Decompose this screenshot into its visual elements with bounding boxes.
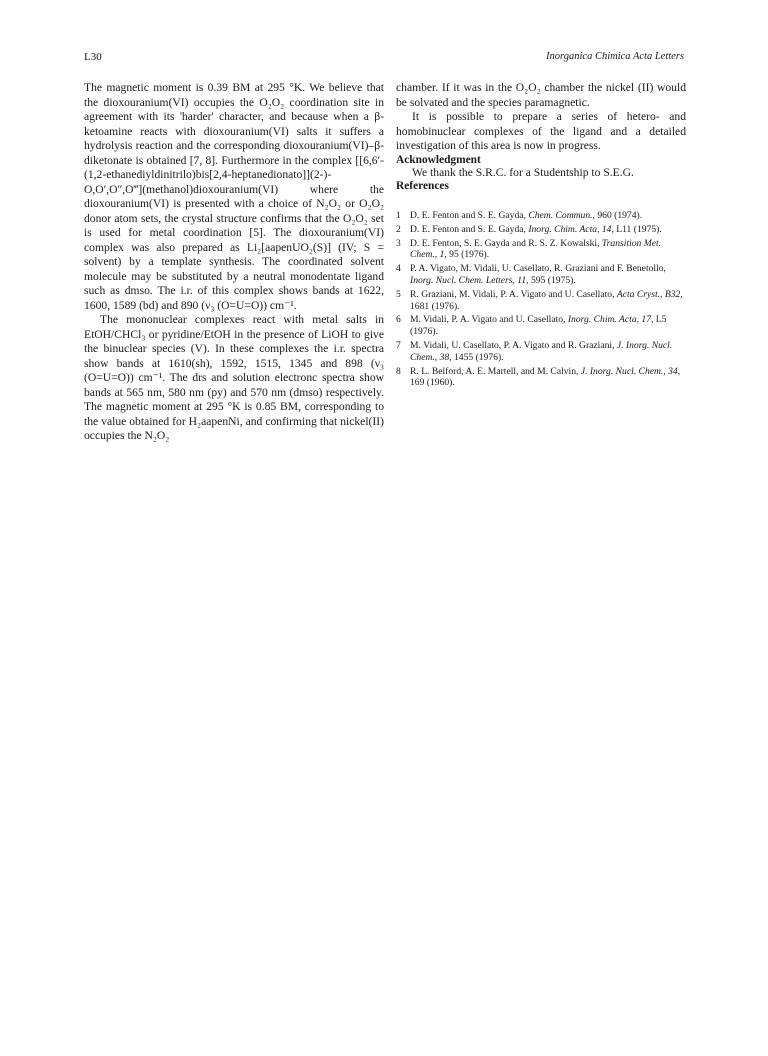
reference-journal: J. Inorg. Nucl. Chem., 34, <box>580 365 681 377</box>
reference-journal: Acta Cryst., B32, <box>616 288 683 300</box>
body-paragraph-4: It is possible to prepare a series of hetero- and homobinuclear complexes of the ligand and a detailed investigation of this area is now in progress. <box>396 110 686 152</box>
body-paragraph-3: chamber. If it was in the O₂O₂ chamber the nickel (II) would be solvated and the species paramagnetic. <box>396 81 686 109</box>
acknowledgment-text: We thank the S.R.C. for a Studentship to S.E.G. <box>412 165 634 179</box>
reference-item <box>396 210 686 222</box>
reference-details: 169 (1960). <box>410 377 455 389</box>
reference-journal: Inorg. Chim. Acta, 14, <box>528 223 614 235</box>
reference-number: 3 <box>396 237 401 249</box>
reference-authors: P. A. Vigato, M. Vidali, U. Casellato, R. Graziani and F. Benetollo, <box>410 263 666 275</box>
reference-details: , 960 (1974). <box>592 210 643 221</box>
reference-number: 4 <box>396 263 401 275</box>
reference-details: L5 (1976). <box>410 314 667 338</box>
reference-item <box>396 366 686 390</box>
reference-authors: D. E. Fenton, S. E. Gayda and R. S. Z. Kowalski, <box>410 237 602 249</box>
reference-item <box>396 224 686 236</box>
reference-number: 7 <box>396 339 401 351</box>
reference-number: 6 <box>396 314 401 326</box>
reference-number: 1 <box>396 210 401 221</box>
reference-authors: D. E. Fenton and S. E. Gayda, <box>410 223 529 235</box>
reference-list <box>396 210 686 389</box>
reference-item <box>396 238 686 262</box>
reference-number: 2 <box>396 223 401 235</box>
reference-details: 95 (1976). <box>446 249 490 261</box>
reference-journal: Inorg. Chim. Acta, 17, <box>567 314 654 326</box>
body-paragraph-2: The mononuclear complexes react with metal salts in EtOH/CHCl₃ or pyridine/EtOH in the presence of LiOH to give the binuclear species (V). In these complexes the i.r. spectra show bands at 1610(sh), 1592, 1515, 1345 and 898 (ν₃ (O=U=O)) cm⁻¹. The drs and solution electronc spectra show bands at 565 nm, 580 nm (py) and 570 nm (dmso) respectively. The magnetic moment at 295 °K is 0.85 BM, corresponding to the value obtained for H₂aapenNi, and confirming that nickel(II) occupies the N₂O₂ <box>84 313 384 442</box>
reference-item <box>396 314 686 338</box>
left-column <box>84 81 384 444</box>
reference-item <box>396 263 686 287</box>
reference-authors: M. Vidali, U. Casellato, P. A. Vigato and R. Graziani, <box>410 339 617 351</box>
reference-authors: R. Graziani, M. Vidali, P. A. Vigato and U. Casellato, <box>410 288 617 300</box>
reference-details: 1681 (1976). <box>410 300 460 312</box>
reference-details: 595 (1975). <box>528 274 576 286</box>
reference-journal: J. Inorg. Nucl. Chem., 38, <box>410 339 673 363</box>
reference-details: 1455 (1976). <box>451 351 504 363</box>
journal-title: Inorganica Chimica Acta Letters <box>546 51 684 62</box>
reference-journal: Transition Met. Chem., 1, <box>410 237 662 261</box>
reference-number: 5 <box>396 288 401 300</box>
page-number: L30 <box>84 51 102 63</box>
reference-item <box>396 340 686 364</box>
reference-authors: D. E. Fenton and S. E. Gayda, <box>410 210 529 221</box>
reference-journal: Inorg. Nucl. Chem. Letters, 11, <box>410 274 529 286</box>
reference-item <box>396 289 686 313</box>
references-heading: References <box>396 180 449 192</box>
acknowledgment-heading: Acknowledgment <box>396 153 481 166</box>
right-column <box>396 81 686 391</box>
reference-authors: R. L. Belford, A. E. Martell, and M. Calvin, <box>410 365 581 377</box>
reference-journal: Chem. Commun. <box>528 210 593 221</box>
reference-details: L11 (1975). <box>613 223 662 235</box>
reference-authors: M. Vidali, P. A. Vigato and U. Casellato, <box>410 314 568 326</box>
body-paragraph-1: The magnetic moment is 0.39 BM at 295 °K. We believe that the dioxouranium(VI) occupies the O₂O₂ coordination site in agreement with its 'harder' character, and because when a β-ketoamine reacts with dioxouranium(VI) salts it suffers a hydrolysis reaction and the corresponding dioxouranium(VI)–β-diketonate is obtained [7, 8]. Furthermore in the complex [[6,6′-(1,2-ethanediyldinitrilo)bis[2,4-heptanedionato]](2-)-O,O′,O″,O‴](methanol)dioxouranium(VI) where the dioxouranium(VI) is presented with a choice of N₂O₂ or O₂O₂ donor atom sets, the crystal structure confirms that the O₂O₂ set is used for metal coordination [5]. The dioxouranium(VI) complex was also prepared as Li₂[aapenUO₂(S)] (IV; S = solvent) by a template synthesis. The coordinated solvent molecule may be substituted by a neutral monodentate ligand such as dmso. The i.r. of this complex shows bands at 1622, 1600, 1589 (bd) and 890 (ν₃ (O=U=O)) cm⁻¹. <box>84 81 384 312</box>
reference-number: 8 <box>396 365 401 377</box>
